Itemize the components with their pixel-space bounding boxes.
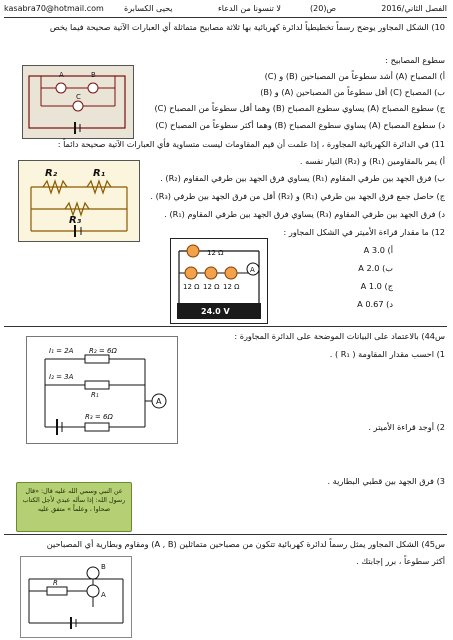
header-page-number: ص(20) <box>310 4 337 13</box>
q44-circuit-figure <box>26 336 178 444</box>
q12-option-d: د) 0.67 A <box>357 299 393 309</box>
r-resistor-icon <box>47 587 67 595</box>
lamp-b-label: B <box>101 563 106 571</box>
r1-resistor-icon <box>85 381 109 389</box>
q45-circuit-figure <box>20 556 132 638</box>
r3-label: R₃ = 6Ω <box>85 413 113 421</box>
r1-label: R₁ <box>91 391 99 399</box>
r2-label: 12 Ω <box>203 283 220 291</box>
lamp-a-icon <box>56 83 66 93</box>
i1-label: I₁ = 2A <box>49 347 74 355</box>
q44-part-1: 1) احسب مقدار المقاومة ( R₁ ) . <box>329 349 445 359</box>
q11-stem: 11) في الدائرة الكهربائية المجاورة ، إذا علمت أن قيم المقاومات ليست متساوية فأي العبارات الآتية صحيحة دائماً : <box>57 139 445 149</box>
q12-circuit-figure <box>170 238 268 324</box>
r2-resistor-icon <box>85 355 109 363</box>
lamp-a-icon <box>87 585 99 597</box>
q44-part-2: 2) أوجد قراءة الأميتر . <box>368 422 445 432</box>
q10-option-b: ب) المصباح (C) أقل سطوعاً من المصباحين (A) و (B) <box>260 87 445 97</box>
r3-label: R₃ <box>69 215 82 226</box>
r-label: R <box>53 579 58 587</box>
ammeter-label: A <box>250 266 255 274</box>
lamp-c-icon <box>73 101 83 111</box>
q11-option-c: ج) حاصل جمع فرق الجهد بين طرفي (R₁) و (R₂) أقل من فرق الجهد بين طرفي (R₃) . <box>150 191 445 201</box>
q11-option-b: ب) فرق الجهد بين طرفي المقاوم (R₁) يساوي فرق الجهد بين طرفي المقاوم (R₂) . <box>160 173 445 183</box>
section-rule-2 <box>4 534 447 535</box>
hadith-text: عن النبي وسمي الله عليه قال: «قال رسول الله: إذا سأله عبدي لأجل الكتاب صحاوا ، وعلماً » متفق عليه <box>22 487 126 513</box>
header-email: kasabra70@hotmail.com <box>4 4 104 13</box>
hadith-box <box>16 482 132 532</box>
r1-label: R₁ <box>93 168 106 179</box>
q44-stem: س44) بالاعتماد على البيانات الموضحة على الدائرة المجاورة : <box>234 331 445 341</box>
lamp-top-icon <box>187 245 199 257</box>
q10-option-c: ج) سطوع المصباح (A) يساوي سطوع المصباح (B) وهما أقل سطوعاً من المصباح (C) <box>154 103 445 113</box>
header-rule <box>4 17 447 18</box>
q10-option-a: أ) المصباح (A) أشد سطوعاً من المصباحين (B) و (C) <box>264 71 445 81</box>
lamp-a-label: A <box>101 591 106 599</box>
section-rule <box>4 326 447 327</box>
i2-label: I₂ = 3A <box>49 373 74 381</box>
header-author: يحيى الكسابرة <box>124 4 173 13</box>
header-term: الفصل الثاني/2016 <box>381 4 447 13</box>
lamp-b-icon <box>88 83 98 93</box>
r-top-label: 12 Ω <box>207 249 224 257</box>
q12-option-c: ج) 1.0 A <box>360 281 393 291</box>
lamp-a-label: A <box>59 71 64 79</box>
q45-stem-cont: أكثر سطوعاً ، برر إجابتك . <box>356 556 445 566</box>
r1-label: 12 Ω <box>183 283 200 291</box>
r3-label: 12 Ω <box>223 283 240 291</box>
lamp-2-icon <box>205 267 217 279</box>
q11-option-a: أ) يمر بالمقاومين (R₁) و (R₂) التيار نفسه . <box>299 156 445 166</box>
r2-label: R₂ = 6Ω <box>89 347 117 355</box>
page-header <box>4 0 447 18</box>
q11-circuit-figure <box>18 160 140 242</box>
q10-option-d: د) سطوع المصباح (A) يساوي سطوع المصباح (B) وهما أكثر سطوعاً من المصباح (C) <box>155 120 445 130</box>
r2-label: R₂ <box>45 168 58 179</box>
lamp-b-label: B <box>91 71 96 79</box>
lamp-1-icon <box>185 267 197 279</box>
lamp-3-icon <box>225 267 237 279</box>
ammeter-label: A <box>156 397 162 406</box>
q10-stem: 10) الشكل المجاور يوضح رسماً تخطيطياً لدائرة كهربائية بها ثلاثة مصابيح متماثلة أي العبارات الآتية صحيحة فيما يخص <box>49 22 445 32</box>
q11-option-d: د) فرق الجهد بين طرفي المقاوم (R₃) يساوي فرق الجهد بين طرفي المقاوم (R₁) . <box>164 209 445 219</box>
q10-stem-cont: سطوع المصابيح : <box>385 55 445 65</box>
q12-option-b: ب) 2.0 A <box>358 263 393 273</box>
r3-resistor-icon <box>85 423 109 431</box>
lamp-c-label: C <box>76 93 81 101</box>
q12-option-a: أ) 3.0 A <box>363 245 393 255</box>
lamp-b-icon <box>87 567 99 579</box>
q12-stem: 12) ما مقدار قراءة الأميتر في الشكل المجاور : <box>283 227 445 237</box>
battery-label: 24.0 V <box>201 307 230 316</box>
q10-circuit-figure <box>22 65 134 139</box>
q44-part-3: 3) فرق الجهد بين قطبي البطارية . <box>327 476 445 486</box>
header-dua: لا تنسونا من الدعاء <box>218 4 281 13</box>
q45-stem: س45) الشكل المجاور يمثل رسماً لدائرة كهربائية تتكون من مصباحين متماثلين (A , B) ومقاوم وبطارية أي المصباحين <box>46 539 445 549</box>
